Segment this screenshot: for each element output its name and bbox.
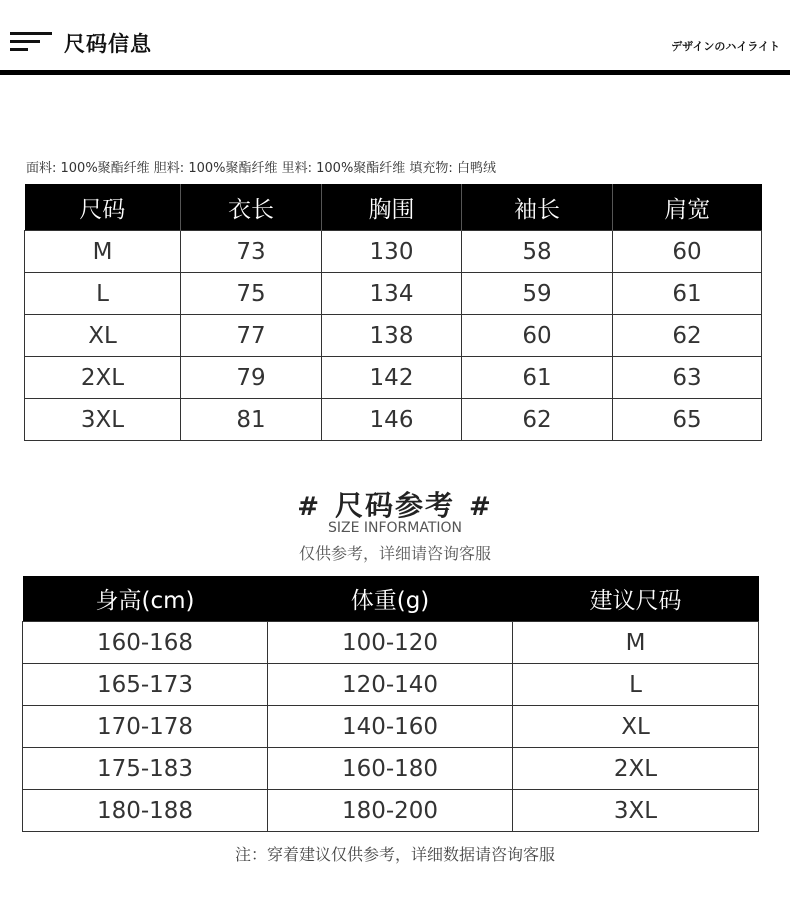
page-header [0,0,790,75]
table-cell: 63 [613,357,762,399]
recommend-table [22,576,759,832]
table-row [25,273,762,315]
table-cell: 79 [181,357,322,399]
menu-lines-icon [10,32,52,52]
size-table [24,184,762,441]
column-header: 尺码 [25,184,181,231]
fabric-info: 面料: 100%聚酯纤维 胆料: 100%聚酯纤维 里料: 100%聚酯纤维 填充物: 白鸭绒 [26,161,496,176]
table-cell: 59 [462,273,613,315]
hash-symbol: # [469,492,493,522]
table-cell: 58 [462,231,613,273]
table-cell: L [25,273,181,315]
table-cell: 75 [181,273,322,315]
table-cell: 142 [322,357,462,399]
table-row [25,357,762,399]
section-title-text: 尺码参考 [334,489,455,522]
table-cell: 60 [613,231,762,273]
section-note: 仅供参考，详细请咨询客服 [298,544,491,563]
table-row [25,315,762,357]
table-row [25,231,762,273]
table-cell: 130 [322,231,462,273]
table-cell: 62 [613,315,762,357]
column-header: 建议尺码 [513,576,759,622]
column-header: 体重(g) [268,576,513,622]
table-cell: 160-180 [268,748,513,790]
table-cell: 180-200 [268,790,513,832]
page-title: 尺码信息 [64,32,152,56]
table-cell: 61 [462,357,613,399]
table-cell: 2XL [25,357,181,399]
table-cell: 62 [462,399,613,441]
table-header-row [23,576,759,622]
table-row [23,790,759,832]
table-cell: 140-160 [268,706,513,748]
column-header: 袖长 [462,184,613,231]
table-row [23,664,759,706]
table-cell: 73 [181,231,322,273]
table-cell: 3XL [513,790,759,832]
table-cell: M [513,622,759,664]
table-cell: 120-140 [268,664,513,706]
table-cell: 175-183 [23,748,268,790]
table-cell: 65 [613,399,762,441]
hash-symbol: # [297,492,321,522]
table-cell: 138 [322,315,462,357]
table-cell: 146 [322,399,462,441]
header-subtitle: デザインのハイライト [671,40,780,53]
table-cell: 61 [613,273,762,315]
footer-note: 注：穿着建议仅供参考，详细数据请咨询客服 [234,845,555,864]
table-cell: 165-173 [23,664,268,706]
section-title [0,484,790,524]
table-cell: 100-120 [268,622,513,664]
section-subtitle-en: SIZE INFORMATION [327,520,463,536]
column-header: 肩宽 [613,184,762,231]
table-cell: 160-168 [23,622,268,664]
column-header: 胸围 [322,184,462,231]
table-cell: XL [25,315,181,357]
header-divider [0,70,790,75]
table-cell: 134 [322,273,462,315]
table-cell: 180-188 [23,790,268,832]
table-cell: M [25,231,181,273]
table-cell: 170-178 [23,706,268,748]
table-cell: 2XL [513,748,759,790]
table-cell: 81 [181,399,322,441]
table-row [23,706,759,748]
table-cell: 3XL [25,399,181,441]
table-cell: 60 [462,315,613,357]
table-cell: 77 [181,315,322,357]
column-header: 衣长 [181,184,322,231]
table-row [25,399,762,441]
table-cell: XL [513,706,759,748]
table-row [23,622,759,664]
table-header-row [25,184,762,231]
table-cell: L [513,664,759,706]
column-header: 身高(cm) [23,576,268,622]
table-row [23,748,759,790]
